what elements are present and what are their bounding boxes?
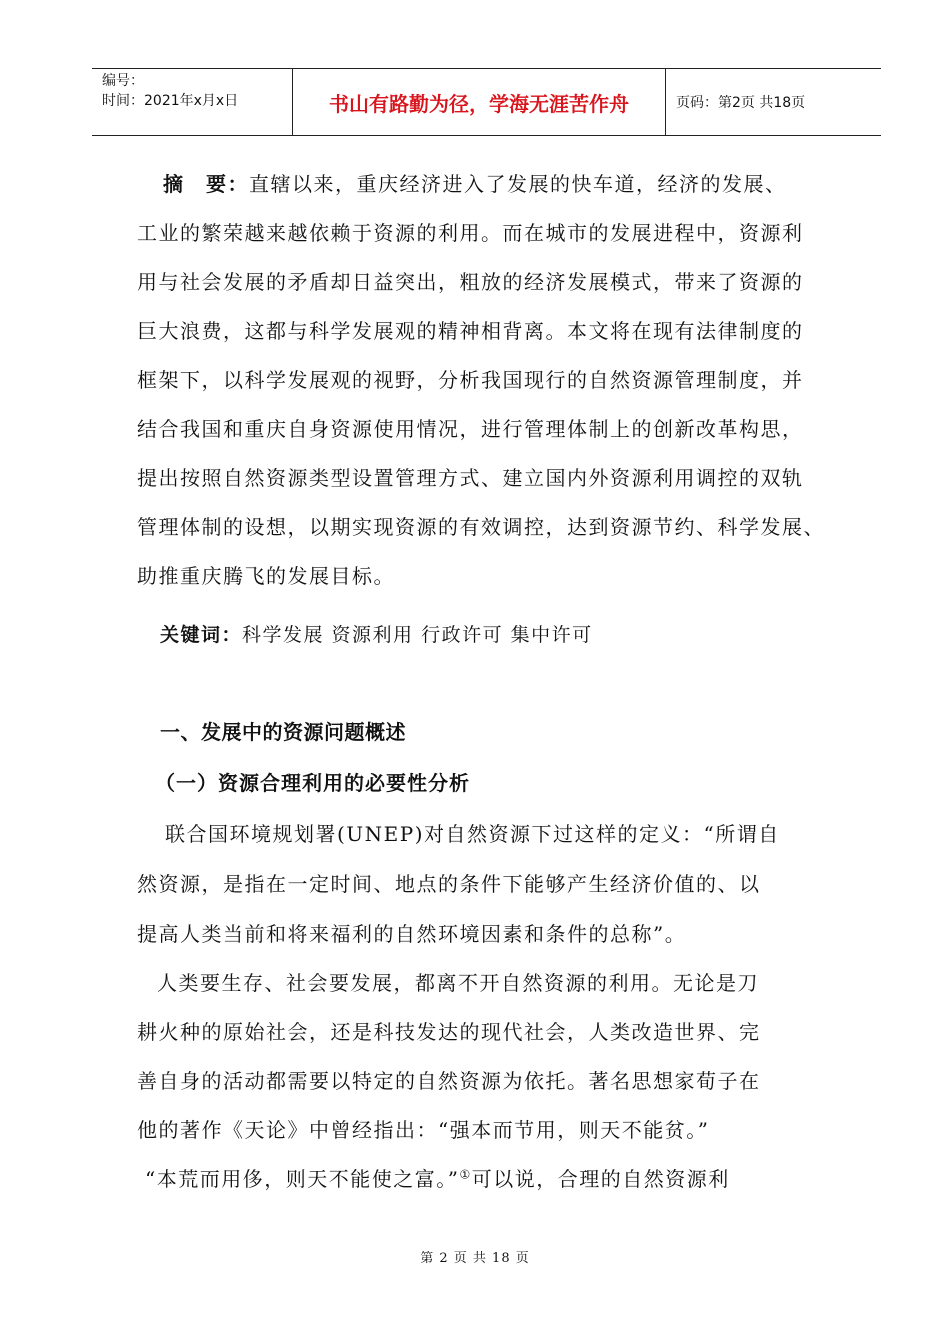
paragraph-last-line: [145, 1163, 730, 1192]
page-footer: 第 2 页 共 18 页: [420, 1251, 530, 1266]
section-heading: 一、发展中的资源问题概述: [160, 720, 406, 744]
paragraph-line: 然资源，是指在一定时间、地点的条件下能够产生经济价值的、以: [137, 872, 761, 896]
abstract-label: 摘 要：: [163, 172, 249, 196]
document-time: 时间：2021年x月x日: [102, 93, 239, 109]
header-meta: [92, 69, 293, 135]
abstract-line: 框架下，以科学发展观的视野，分析我国现行的自然资源管理制度，并: [137, 368, 804, 392]
paragraph-line: 耕火种的原始社会，还是科技发达的现代社会，人类改造世界、完: [137, 1020, 761, 1044]
header-motto: 书山有路勤为径，学海无涯苦作舟: [293, 69, 666, 135]
keywords-block: [160, 620, 880, 647]
abstract-line: 用与社会发展的矛盾却日益突出，粗放的经济发展模式，带来了资源的: [137, 270, 804, 294]
paragraph-line: 人类要生存、社会要发展，都离不开自然资源的利用。无论是刀: [157, 971, 759, 995]
paragraph-line: 联合国环境规划署(UNEP)对自然资源下过这样的定义：“所谓自: [165, 822, 780, 846]
abstract-first-line: [163, 168, 787, 197]
paragraph-line: 善自身的活动都需要以特定的自然资源为依托。著名思想家荀子在: [137, 1069, 761, 1093]
keywords-label: 关键词：: [160, 624, 243, 646]
footnote-marker[interactable]: ①: [459, 1167, 472, 1182]
abstract-line: 工业的繁荣越来越依赖于资源的利用。而在城市的发展进程中，资源利: [137, 221, 804, 245]
paragraph-line: 他的著作《天论》中曾经指出：“强本而节用，则天不能贫。”: [137, 1118, 710, 1142]
document-header: [92, 68, 881, 136]
abstract-line: 管理体制的设想，以期实现资源的有效调控，达到资源节约、科学发展、: [137, 515, 825, 539]
keywords-value: 科学发展 资源利用 行政许可 集中许可: [242, 624, 593, 646]
abstract-line: 提出按照自然资源类型设置管理方式、建立国内外资源利用调控的双轨: [137, 466, 804, 490]
paragraph-line: 提高人类当前和将来福利的自然环境因素和条件的总称”。: [137, 922, 687, 946]
quote-text: “本荒而用侈，则天不能使之富。”: [145, 1167, 460, 1191]
subsection-heading: （一）资源合理利用的必要性分析: [155, 771, 470, 795]
abstract-line: 助推重庆腾飞的发展目标。: [137, 564, 395, 588]
abstract-line: 巨大浪费，这都与科学发展观的精神相背离。本文将在现有法律制度的: [137, 319, 804, 343]
paragraph-continuation: 可以说，合理的自然资源利: [471, 1167, 730, 1191]
abstract-line: 直辖以来，重庆经济进入了发展的快车道，经济的发展、: [249, 172, 787, 196]
header-page-number: 页码：第2页 共18页: [676, 95, 806, 111]
document-number-label: 编号：: [102, 73, 144, 89]
abstract-line: 结合我国和重庆自身资源使用情况，进行管理体制上的创新改革构思，: [137, 417, 804, 441]
